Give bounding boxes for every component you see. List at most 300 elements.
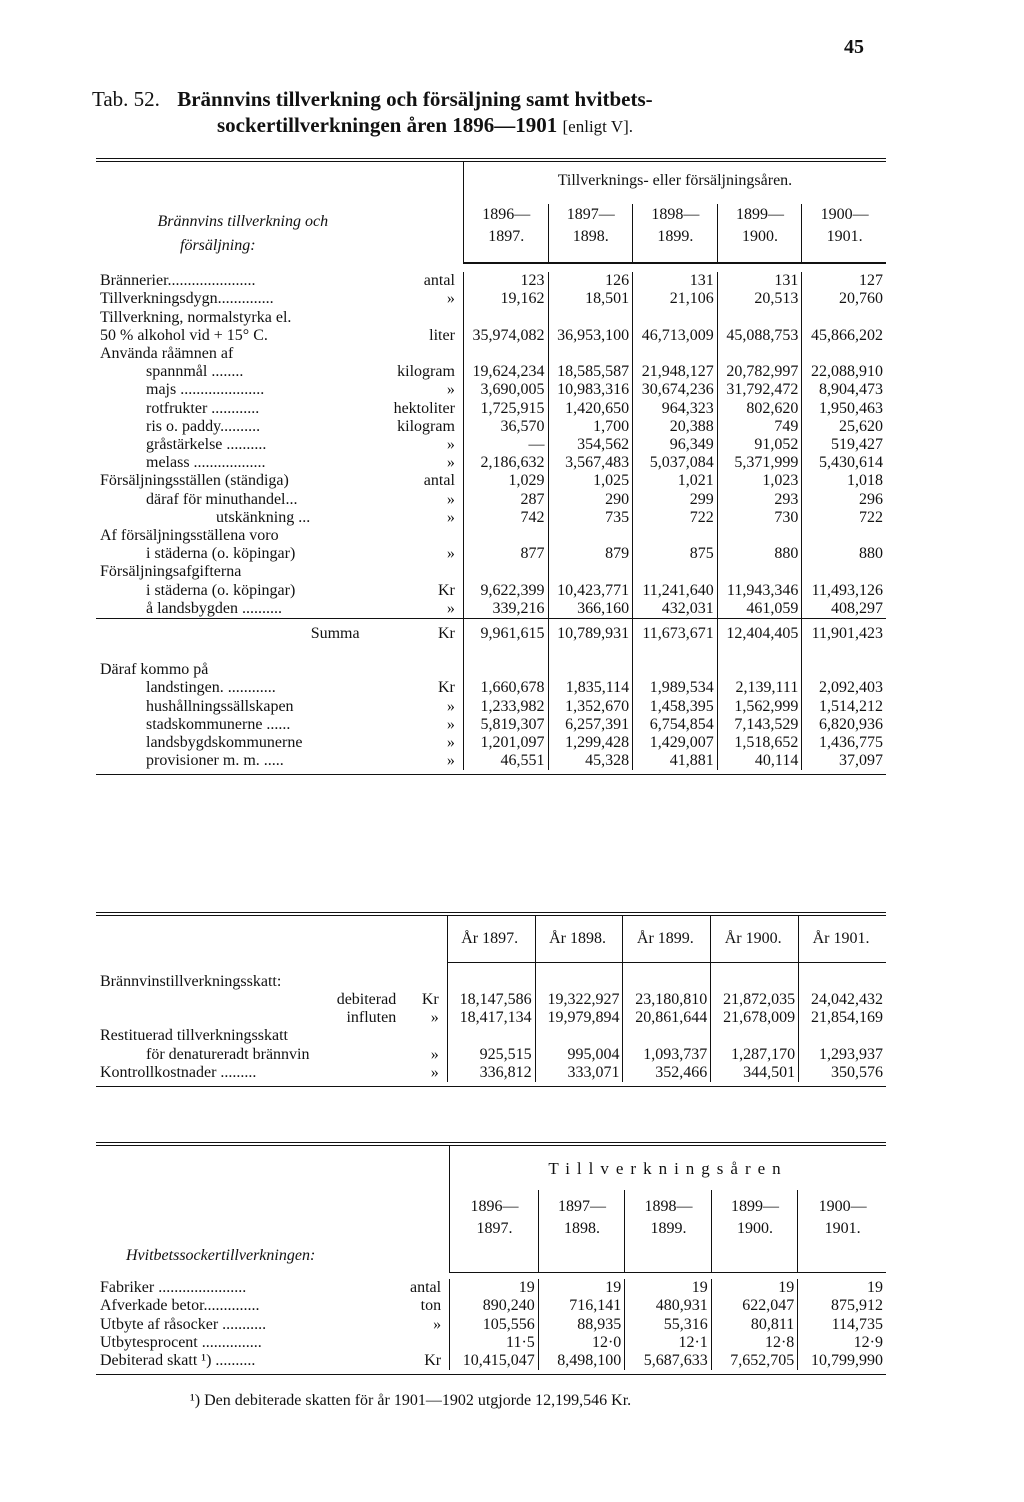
row-label: Försäljningsafgifterna xyxy=(100,563,242,581)
row-label: i städerna (o. köpingar) xyxy=(146,545,296,563)
row-unit: » xyxy=(390,491,464,509)
value-cell: 880 xyxy=(717,545,802,563)
value-cell: 1,514,212 xyxy=(819,697,883,715)
value-cell xyxy=(463,563,548,581)
year-header: År 1898. xyxy=(535,914,623,963)
row-unit: » xyxy=(390,381,464,399)
value-cell: 5,371,999 xyxy=(717,454,802,472)
value-cell: 18,501 xyxy=(548,290,633,308)
row-unit xyxy=(390,345,464,363)
value-cell: 20,388 xyxy=(633,418,718,436)
row-label: stadskommunerne ...... xyxy=(146,715,291,733)
row-unit: hektoliter xyxy=(390,400,464,418)
value-cell: 1,725,915 xyxy=(463,400,548,418)
value-cell: 19 xyxy=(625,1279,712,1297)
year-header xyxy=(538,1190,625,1273)
row-label: influten xyxy=(346,1009,397,1027)
value-cell: 8,498,100 xyxy=(538,1352,625,1370)
blank-cell xyxy=(392,1190,449,1273)
value-cell: 1,299,428 xyxy=(548,734,633,752)
value-cell: 20,760 xyxy=(839,290,883,308)
table-row xyxy=(96,491,886,509)
value-cell: 19,979,894 xyxy=(535,1009,623,1027)
table-row xyxy=(96,381,886,399)
value-cell: 12,404,405 xyxy=(717,619,802,650)
row-label: provisioner m. m. ..... xyxy=(146,752,284,770)
value-cell xyxy=(633,563,718,581)
row-label: hushållningssällskapen xyxy=(146,697,294,715)
row-label: Af försäljningsställena voro xyxy=(100,527,279,545)
group-header: Tillverknings- eller försäljningsåren. xyxy=(557,172,793,189)
row-unit: antal xyxy=(392,1279,449,1297)
value-cell: 354,562 xyxy=(548,436,633,454)
value-cell: 2,139,111 xyxy=(717,679,802,697)
value-cell: 21,678,009 xyxy=(711,1009,799,1027)
row-label: Tillverkningsdygn.............. xyxy=(100,290,274,308)
value-cell: 19,624,234 xyxy=(463,363,548,381)
value-cell xyxy=(633,527,718,545)
table-row xyxy=(96,1297,886,1315)
title-line-2: sockertillverkningen åren 1896—1901 xyxy=(217,113,558,137)
row-unit: » xyxy=(396,1046,447,1064)
value-cell xyxy=(711,1027,799,1045)
table-row xyxy=(96,527,886,545)
value-cell: 25,620 xyxy=(839,417,883,435)
value-cell: 1,287,170 xyxy=(711,1046,799,1064)
value-cell xyxy=(802,345,886,363)
value-cell: 2,186,632 xyxy=(463,454,548,472)
table-row xyxy=(96,1027,886,1045)
value-cell: 299 xyxy=(633,491,718,509)
value-cell: 735 xyxy=(548,509,633,527)
year-end: 1901. xyxy=(826,228,863,246)
darav-header-row xyxy=(96,649,886,679)
table-row xyxy=(96,327,886,345)
value-cell: 20,782,997 xyxy=(717,363,802,381)
value-cell: 80,811 xyxy=(711,1316,798,1334)
value-cell: 352,466 xyxy=(623,1064,711,1082)
value-cell xyxy=(799,1027,886,1045)
value-cell: 366,160 xyxy=(548,600,633,619)
row-unit: Kr xyxy=(390,619,464,650)
value-cell: 432,031 xyxy=(633,600,718,619)
row-label: Använda råämnen af xyxy=(100,345,234,363)
value-cell: 8,904,473 xyxy=(819,381,883,399)
spirits-table xyxy=(96,158,886,775)
value-cell: 1,025 xyxy=(548,472,633,490)
blank-cell xyxy=(623,963,711,991)
year-header: År 1901. xyxy=(799,914,886,963)
value-cell: 461,059 xyxy=(717,600,802,619)
value-cell: 742 xyxy=(463,509,548,527)
row-header xyxy=(96,204,390,263)
group-header-row xyxy=(96,1144,886,1190)
year-end: 1899. xyxy=(650,1220,687,1238)
row-unit: » xyxy=(390,734,464,752)
value-cell: 287 xyxy=(463,491,548,509)
table-row xyxy=(96,1334,886,1352)
year-header: År 1897. xyxy=(447,914,535,963)
value-cell: 293 xyxy=(717,491,802,509)
year-start: 1900— xyxy=(818,1198,867,1216)
row-unit: » xyxy=(396,1009,447,1027)
year-header xyxy=(798,1190,886,1273)
row-label: Tillverkning, normalstyrka el. xyxy=(100,308,292,326)
blank-cell xyxy=(802,649,886,679)
year-header xyxy=(633,204,718,263)
value-cell: 35,974,082 xyxy=(463,327,548,345)
value-cell: 19 xyxy=(538,1279,625,1297)
table-row xyxy=(96,272,886,290)
year-end: 1901. xyxy=(824,1220,861,1238)
row-label: däraf för minuthandel... xyxy=(146,490,298,508)
value-cell: 964,323 xyxy=(633,400,718,418)
sugar-table xyxy=(96,1142,886,1375)
value-cell: 5,430,614 xyxy=(819,454,883,472)
value-cell: 339,216 xyxy=(463,600,548,619)
row-label: utskänkning ... xyxy=(216,508,311,526)
value-cell: 1,436,775 xyxy=(819,734,883,752)
value-cell: 1,201,097 xyxy=(463,734,548,752)
value-cell: 1,420,650 xyxy=(548,400,633,418)
value-cell: 333,071 xyxy=(535,1064,623,1082)
row-label: melass .................. xyxy=(146,454,266,472)
blank-cell xyxy=(711,963,799,991)
row-unit: Kr xyxy=(392,1352,449,1370)
title-line-1: Brännvins tillverkning och försäljning samt hvitbets- xyxy=(177,87,653,111)
year-header-row xyxy=(96,1190,886,1273)
value-cell: 722 xyxy=(859,508,883,526)
value-cell: 96,349 xyxy=(633,436,718,454)
row-unit: » xyxy=(390,716,464,734)
value-cell: 12·0 xyxy=(538,1334,625,1352)
table-row xyxy=(96,363,886,381)
blank-cell xyxy=(447,963,535,991)
row-label: Restituerad tillverkningsskatt xyxy=(100,1027,288,1045)
row-unit: » xyxy=(390,509,464,527)
value-cell: 18,417,134 xyxy=(447,1009,535,1027)
value-cell: 1,018 xyxy=(847,472,883,490)
value-cell: 123 xyxy=(463,272,548,290)
row-unit: » xyxy=(396,1064,447,1082)
page-title xyxy=(92,86,892,140)
value-cell: 11,673,671 xyxy=(633,619,718,650)
value-cell: 36,570 xyxy=(463,418,548,436)
value-cell: 722 xyxy=(633,509,718,527)
value-cell: 40,114 xyxy=(717,752,802,770)
table-row xyxy=(96,991,886,1009)
year-end: 1900. xyxy=(737,1220,774,1238)
value-cell xyxy=(717,563,802,581)
value-cell: 18,585,587 xyxy=(548,363,633,381)
table-row xyxy=(96,436,886,454)
year-header xyxy=(463,204,548,263)
value-cell: 12·8 xyxy=(711,1334,798,1352)
blank-cell xyxy=(396,914,447,963)
value-cell: 1,093,737 xyxy=(623,1046,711,1064)
row-label: rotfrukter ............ xyxy=(146,399,260,417)
year-end: 1900. xyxy=(742,228,779,246)
year-header xyxy=(711,1190,798,1273)
year-end: 1898. xyxy=(572,228,609,246)
spacer-row xyxy=(96,770,886,775)
row-unit: Kr xyxy=(390,679,464,697)
table-label: Tab. 52. xyxy=(92,87,160,111)
value-cell: 45,328 xyxy=(548,752,633,770)
spacer-row xyxy=(96,1370,886,1375)
row-unit xyxy=(390,527,464,545)
year-header xyxy=(802,204,886,263)
value-cell: 622,047 xyxy=(711,1297,798,1315)
value-cell: 1,233,982 xyxy=(463,698,548,716)
table-row xyxy=(96,1009,886,1027)
value-cell: 127 xyxy=(859,272,883,290)
value-cell: 1,023 xyxy=(717,472,802,490)
value-cell: 21,106 xyxy=(633,290,718,308)
row-unit: ton xyxy=(392,1297,449,1315)
row-label: Utbyte af råsocker ........... xyxy=(100,1315,267,1333)
value-cell xyxy=(548,563,633,581)
value-cell: 1,293,937 xyxy=(819,1045,883,1063)
table-row xyxy=(96,698,886,716)
summa-row xyxy=(96,619,886,650)
value-cell: 290 xyxy=(548,491,633,509)
value-cell: 1,352,670 xyxy=(548,698,633,716)
row-header-line: Brännvins tillverkning och xyxy=(157,212,329,230)
value-cell xyxy=(535,1027,623,1045)
value-cell: 1,518,652 xyxy=(717,734,802,752)
row-unit: » xyxy=(390,600,464,619)
value-cell xyxy=(548,527,633,545)
value-cell: 5,819,307 xyxy=(463,716,548,734)
table-row xyxy=(96,1352,886,1370)
value-cell: 31,792,472 xyxy=(717,381,802,399)
value-cell: 10,423,771 xyxy=(548,582,633,600)
year-end: 1898. xyxy=(564,1220,601,1238)
value-cell: 5,037,084 xyxy=(633,454,718,472)
row-unit: Kr xyxy=(396,991,447,1009)
row-label: i städerna (o. köpingar) xyxy=(146,581,296,599)
blank-cell xyxy=(96,160,390,204)
year-header xyxy=(548,204,633,263)
table-row xyxy=(96,563,886,581)
year-end: 1897. xyxy=(476,1220,513,1238)
row-label: å landsbygden .......... xyxy=(146,599,282,617)
value-cell: 716,141 xyxy=(538,1297,625,1315)
value-cell: 890,240 xyxy=(450,1297,539,1315)
group-header-row xyxy=(96,160,886,204)
table-row xyxy=(96,309,886,327)
tax-table xyxy=(96,912,886,1087)
value-cell: 11,901,423 xyxy=(802,619,886,650)
value-cell: 344,501 xyxy=(711,1064,799,1082)
value-cell: 995,004 xyxy=(535,1046,623,1064)
table-row xyxy=(96,582,886,600)
row-label: spannmål ........ xyxy=(146,363,244,381)
row-label: gråstärkelse .......... xyxy=(146,436,267,454)
table-row xyxy=(96,418,886,436)
page-number: 45 xyxy=(844,36,864,58)
spacer-row xyxy=(96,1082,886,1087)
value-cell: 879 xyxy=(548,545,633,563)
row-label: Brännerier...................... xyxy=(100,272,256,290)
value-cell: 10,789,931 xyxy=(548,619,633,650)
row-unit: Kr xyxy=(390,582,464,600)
darav-header: Däraf kommo på xyxy=(100,661,209,679)
value-cell: 1,429,007 xyxy=(633,734,718,752)
value-cell xyxy=(548,309,633,327)
value-cell: 36,953,100 xyxy=(548,327,633,345)
value-cell: 11,943,346 xyxy=(717,582,802,600)
value-cell: 41,881 xyxy=(633,752,718,770)
value-cell: 519,427 xyxy=(831,436,883,454)
value-cell: — xyxy=(463,436,548,454)
value-cell: 10,415,047 xyxy=(450,1352,539,1370)
row-unit: kilogram xyxy=(390,418,464,436)
value-cell: 131 xyxy=(633,272,718,290)
value-cell xyxy=(717,309,802,327)
value-cell: 11·5 xyxy=(450,1334,539,1352)
value-cell: 10,799,990 xyxy=(811,1352,883,1370)
group-header: Tillverkningsåren xyxy=(548,1159,788,1178)
year-header-row xyxy=(96,204,886,263)
value-cell: 18,147,586 xyxy=(447,991,535,1009)
value-cell xyxy=(717,527,802,545)
value-cell xyxy=(802,527,886,545)
table-row xyxy=(96,600,886,619)
value-cell: 749 xyxy=(717,418,802,436)
year-start: 1899— xyxy=(736,206,785,224)
row-label: 50 % alkohol vid + 15° C. xyxy=(100,326,268,344)
blank-cell xyxy=(390,649,464,679)
value-cell: 9,961,615 xyxy=(463,619,548,650)
value-cell: 114,735 xyxy=(831,1315,883,1333)
value-cell: 88,935 xyxy=(538,1316,625,1334)
value-cell xyxy=(463,527,548,545)
value-cell: 1,660,678 xyxy=(463,679,548,697)
table-row xyxy=(96,290,886,308)
value-cell: 12·1 xyxy=(625,1334,712,1352)
table-row xyxy=(96,679,886,697)
value-cell: 880 xyxy=(859,545,883,563)
value-cell: 7,143,529 xyxy=(717,716,802,734)
value-cell: 875 xyxy=(633,545,718,563)
value-cell: 12·9 xyxy=(853,1333,883,1351)
row-label: landstingen. ............ xyxy=(146,679,276,697)
footnote: ¹) Den debiterade skatten för år 1901—1902 utgjorde 12,199,546 Kr. xyxy=(190,1392,632,1409)
year-header xyxy=(450,1190,539,1273)
value-cell: 126 xyxy=(548,272,633,290)
value-cell: 730 xyxy=(717,509,802,527)
blank-cell xyxy=(96,1144,392,1190)
value-cell: 45,088,753 xyxy=(717,327,802,345)
table-row xyxy=(96,454,886,472)
row-unit: liter xyxy=(390,327,464,345)
value-cell xyxy=(633,345,718,363)
table-row xyxy=(96,734,886,752)
row-unit: » xyxy=(390,436,464,454)
blank-cell xyxy=(799,963,886,991)
value-cell: 7,652,705 xyxy=(711,1352,798,1370)
blank-cell xyxy=(548,649,633,679)
year-start: 1899— xyxy=(731,1198,780,1216)
row-label: Summa xyxy=(96,619,390,650)
value-cell: 55,316 xyxy=(625,1316,712,1334)
year-start: 1898— xyxy=(651,206,700,224)
value-cell: 1,021 xyxy=(633,472,718,490)
blank-cell xyxy=(396,963,447,991)
value-cell: 19 xyxy=(711,1279,798,1297)
row-label: Afverkade betor.............. xyxy=(100,1297,260,1315)
value-cell xyxy=(548,345,633,363)
row-unit: » xyxy=(392,1316,449,1334)
row-label: debiterad xyxy=(336,990,397,1008)
blank-cell xyxy=(717,649,802,679)
row-unit xyxy=(390,563,464,581)
value-cell: 408,297 xyxy=(802,600,886,619)
value-cell: 11,493,126 xyxy=(811,581,883,599)
value-cell: 24,042,432 xyxy=(811,990,883,1008)
table-row xyxy=(96,752,886,770)
value-cell: 336,812 xyxy=(447,1064,535,1082)
value-cell: 3,567,483 xyxy=(548,454,633,472)
value-cell: 6,754,854 xyxy=(633,716,718,734)
section-header-row xyxy=(96,963,886,991)
blank-cell xyxy=(390,160,464,204)
value-cell: 19,162 xyxy=(463,290,548,308)
year-end: 1897. xyxy=(488,228,525,246)
value-cell: 1,700 xyxy=(548,418,633,436)
value-cell: 296 xyxy=(859,490,883,508)
value-cell: 2,092,403 xyxy=(819,679,883,697)
value-cell: 875,912 xyxy=(831,1297,883,1315)
row-unit: antal xyxy=(390,472,464,490)
row-label: för denatureradt brännvin xyxy=(146,1045,310,1063)
value-cell: 45,866,202 xyxy=(811,326,883,344)
year-header: År 1900. xyxy=(711,914,799,963)
spacer-row xyxy=(96,263,886,272)
section-header: Brännvinstillverkningsskatt: xyxy=(100,972,282,990)
row-unit: » xyxy=(390,454,464,472)
year-start: 1900— xyxy=(820,206,869,224)
row-unit xyxy=(390,309,464,327)
row-unit: antal xyxy=(390,272,464,290)
value-cell: 37,097 xyxy=(839,752,883,770)
row-unit xyxy=(396,1027,447,1045)
year-start: 1897— xyxy=(566,206,615,224)
value-cell: 91,052 xyxy=(717,436,802,454)
row-label: Utbytesprocent ............... xyxy=(100,1333,262,1351)
value-cell xyxy=(717,345,802,363)
value-cell xyxy=(633,309,718,327)
year-start: 1896— xyxy=(470,1198,519,1216)
row-unit: kilogram xyxy=(390,363,464,381)
table-row xyxy=(96,1316,886,1334)
blank-cell xyxy=(463,649,548,679)
value-cell: 1,562,999 xyxy=(717,698,802,716)
value-cell: 19,322,927 xyxy=(535,991,623,1009)
value-cell: 1,458,395 xyxy=(633,698,718,716)
value-cell: 10,983,316 xyxy=(548,381,633,399)
row-label: majs ..................... xyxy=(146,381,265,399)
value-cell: 22,088,910 xyxy=(811,363,883,381)
row-label: Försäljningsställen (ständiga) xyxy=(100,472,289,490)
value-cell: 6,257,391 xyxy=(548,716,633,734)
blank-cell xyxy=(392,1144,449,1190)
blank-cell xyxy=(535,963,623,991)
blank-cell xyxy=(390,204,464,263)
table-row xyxy=(96,1279,886,1297)
